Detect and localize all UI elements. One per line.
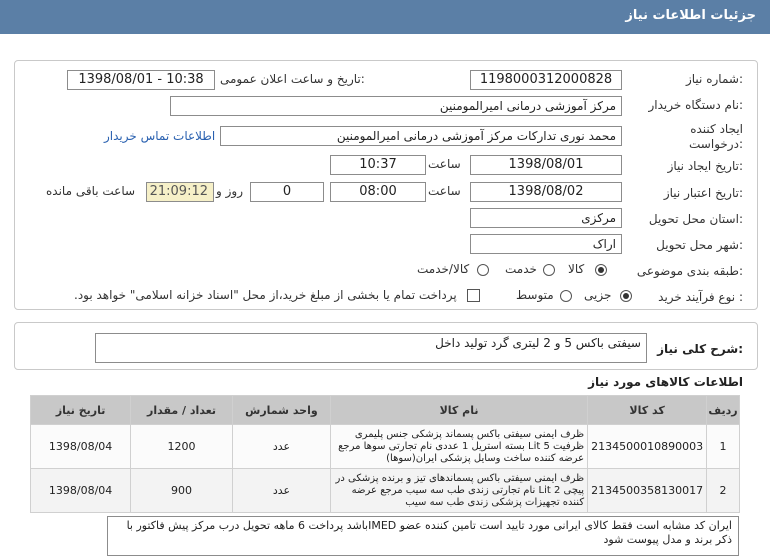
validity-date-field: 1398/08/02 <box>470 182 622 202</box>
table-row <box>31 469 740 513</box>
cell-name: ظرف ایمنی سیفتی باکس پسماند پزشکی جنس پلیمری ظرفیت Lit 5 بسته استریل 1 عددی نام تجارتی سوها مرجع عرضه کننده ساخت وسایل پزشکی ایران(سوها) <box>331 425 588 469</box>
need-number-label: شماره نیاز: <box>685 72 743 86</box>
requester-label-line2: درخواست: <box>689 137 743 151</box>
cell-unit: عدد <box>232 469 330 513</box>
category-label: طبقه بندی موضوعی: <box>636 264 743 278</box>
category-goods-service-label: کالا/خدمت <box>417 262 470 276</box>
col-row: ردیف <box>707 396 740 425</box>
validity-time-field: 08:00 <box>330 182 426 202</box>
validity-date-label: تاریخ اعتبار نیاز: <box>663 186 743 200</box>
category-goods-radio[interactable] <box>595 264 607 276</box>
created-date-label: تاریخ ایجاد نیاز: <box>667 159 743 173</box>
created-time-field: 10:37 <box>330 155 426 175</box>
page-header <box>0 0 770 34</box>
cell-date: 1398/08/04 <box>31 469 131 513</box>
city-field: اراک <box>470 234 622 254</box>
description-field: سیفتی باکس 5 و 2 لیتری گرد تولید داخل <box>95 333 647 363</box>
buyer-org-field: مرکز آموزشی درمانی امیرالمومنین <box>170 96 622 116</box>
announce-datetime-field: 1398/08/01 - 10:38 <box>67 70 215 90</box>
remaining-time-field: 21:09:12 <box>146 182 214 202</box>
purchase-process-label: نوع فرآیند خرید : <box>658 290 743 304</box>
col-date: تاریخ نیاز <box>31 396 131 425</box>
process-minor-label: جزیی <box>584 288 612 302</box>
col-qty: تعداد / مقدار <box>131 396 233 425</box>
buyer-contact-link[interactable]: اطلاعات تماس خریدار <box>104 129 216 143</box>
days-and-label: روز و <box>216 184 243 198</box>
need-number-field: 1198000312000828 <box>470 70 622 90</box>
process-medium-label: متوسط <box>516 288 554 302</box>
created-time-label: ساعت <box>428 157 461 171</box>
validity-time-label: ساعت <box>428 184 461 198</box>
province-field: مرکزی <box>470 208 622 228</box>
buyer-org-label: نام دستگاه خریدار: <box>648 98 743 112</box>
col-code: کد کالا <box>588 396 707 425</box>
category-goods-service-radio[interactable] <box>477 264 489 276</box>
remaining-days-field: 0 <box>250 182 324 202</box>
cell-unit: عدد <box>232 425 330 469</box>
category-service-label: خدمت <box>505 262 537 276</box>
city-label: شهر محل تحویل: <box>656 238 743 252</box>
col-name: نام کالا <box>331 396 588 425</box>
announce-datetime-label: تاریخ و ساعت اعلان عمومی: <box>220 72 365 86</box>
cell-date: 1398/08/04 <box>31 425 131 469</box>
remaining-time-label: ساعت باقی مانده <box>46 184 136 198</box>
treasury-payment-checkbox[interactable] <box>467 289 480 302</box>
cell-row: 1 <box>707 425 740 469</box>
goods-section-title: اطلاعات کالاهای مورد نیاز <box>588 375 743 389</box>
treasury-payment-note: پرداخت تمام یا بخشی از مبلغ خرید،از محل "اسناد خزانه اسلامی" خواهد بود. <box>74 288 457 302</box>
goods-table <box>30 395 740 513</box>
cell-code: 2134500010890003 <box>588 425 707 469</box>
process-medium-radio[interactable] <box>560 290 572 302</box>
page-title: جزئیات اطلاعات نیاز <box>625 8 756 23</box>
category-service-radio[interactable] <box>543 264 555 276</box>
requester-field: محمد نوری تدارکات مرکز آموزشی درمانی امیرالمومنین <box>220 126 622 146</box>
cell-code: 2134500358130017 <box>588 469 707 513</box>
description-label: شرح کلی نیاز: <box>657 342 743 356</box>
cell-qty: 1200 <box>131 425 233 469</box>
category-goods-label: کالا <box>568 262 585 276</box>
requester-label-line1: ایجاد کننده <box>690 122 743 136</box>
cell-row: 2 <box>707 469 740 513</box>
table-row <box>31 425 740 469</box>
process-minor-radio[interactable] <box>620 290 632 302</box>
cell-name: ظرف ایمنی سیفتی باکس پسماندهای تیز و برنده پزشکی در پیچی Lit 2 نام تجارتی زندی طب سه سیب مرجع عرضه کننده تجهیزات پزشکی زندی طب سه سیب <box>331 469 588 513</box>
buyer-notes-field: ایران کد مشابه است فقط کالای ایرانی مورد تایید است تامین کننده عضو IMEDباشد پرداخت 6 ماهه تحویل درب مرکز پیش فاکتور با ذکر برند و مدل پیوست شود <box>107 516 739 556</box>
cell-qty: 900 <box>131 469 233 513</box>
col-unit: واحد شمارش <box>232 396 330 425</box>
created-date-field: 1398/08/01 <box>470 155 622 175</box>
province-label: استان محل تحویل: <box>648 212 743 226</box>
